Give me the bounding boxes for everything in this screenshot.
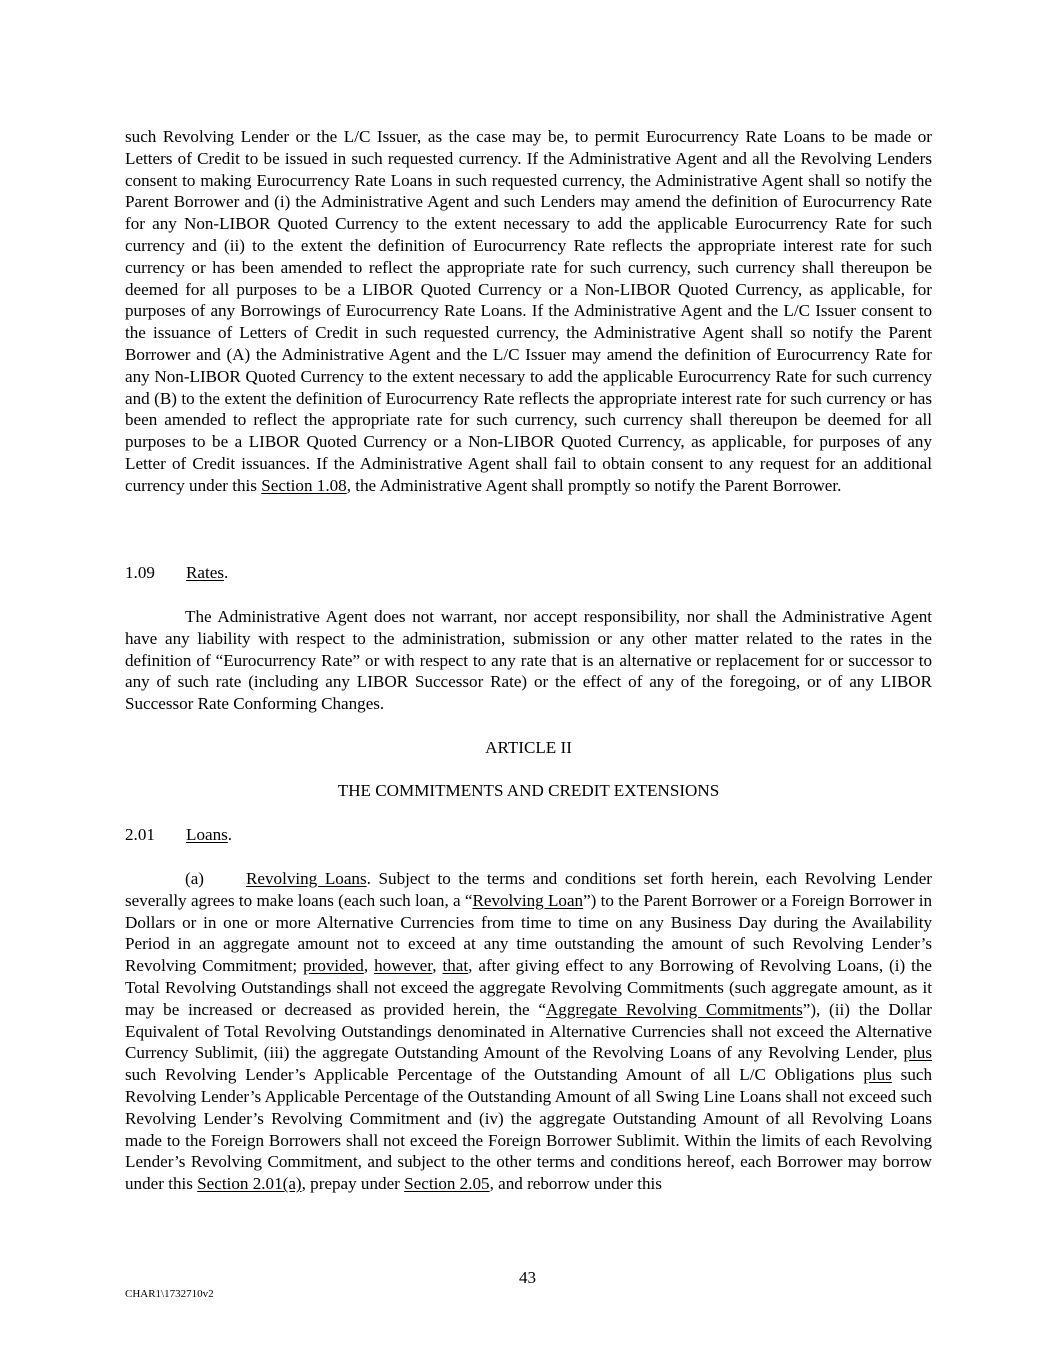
paragraph-rates: The Administrative Agent does not warrant, nor accept responsibility, nor shall the Administrative Agent have any liability with respect to the administration, submission or any other matter related to the rates in the definition of “Eurocurrency Rate” or with respect to any rate that is an alternative or replacement for or successor to any of such rate (including any LIBOR Successor Rate) or the effect of any of the foregoing, or of any LIBOR Successor Rate Conforming Changes. — [125, 607, 932, 714]
section-reference-1-08: Section 1.08 — [261, 475, 347, 495]
article-title: THE COMMITMENTS AND CREDIT EXTENSIONS — [337, 781, 720, 800]
page-number: 43 — [518, 1268, 537, 1287]
section-reference-2-05: Section 2.05 — [404, 1174, 490, 1194]
section-heading-1-09: 1.09 Rates. — [125, 563, 229, 582]
document-id: CHAR1\1732710v2 — [125, 1288, 214, 1300]
paragraph-revolving-loans: (a) Revolving Loans. Subject to the terms and conditions set forth herein, each Revolving Lender severally agrees to make loans (each such loan, a “Revolving Loan”) to the Parent Borrower or a Foreign Borrower in Dollars or in one or more Alternative Currencies from time to time on any Business Day during the Availability Period in an aggregate amount not to exceed at any time outstanding the amount of such Revolving Lender’s Revolving Commitment; provided, however, that, after giving effect to any Borrowing of Revolving Loans, (i) the Total Revolving Outstandings shall not exceed the aggregate Revolving Commitments (such aggregate amount, as it may be increased or decreased as provided herein, the “Aggregate Revolving Commitments”), (ii) the Dollar Equivalent of Total Revolving Outstandings denominated in Alternative Currencies shall not exceed the Alternative Currency Sublimit, (iii) the aggregate Outstanding Amount of the Revolving Loans of any Revolving Lender, plus such Revolving Lender’s Applicable Percentage of the Outstanding Amount of all L/C Obligations plus such Revolving Lender’s Applicable Percentage of the Outstanding Amount of all Swing Line Loans shall not exceed such Revolving Lender’s Revolving Commitment and (iv) the aggregate Outstanding Amount of all Revolving Loans made to the Foreign Borrowers shall not exceed the Foreign Borrower Sublimit. Within the limits of each Revolving Lender’s Revolving Commitment, and subject to the other terms and conditions hereof, each Borrower may borrow under this Section 2.01(a), prepay under Section 2.05, and reborrow under this — [125, 869, 933, 1194]
paragraph-currency-consent: such Revolving Lender or the L/C Issuer, as the case may be, to permit Eurocurrency Rate Loans to be made or Letters of Credit to be issued in such requested currency. If the Administrative Agent and all the Revolving Lenders consent to making Eurocurrency Rate Loans in such requested currency, the Administrative Agent shall so notify the Parent Borrower and (i) the Administrative Agent and such Lenders may amend the definition of Eurocurrency Rate for any Non-LIBOR Quoted Currency to the extent necessary to add the applicable Eurocurrency Rate for such currency and (ii) to the extent the definition of Eurocurrency Rate reflects the appropriate interest rate for such currency or has been amended to reflect the appropriate rate for such currency, such currency shall thereupon be deemed for all purposes to be a LIBOR Quoted Currency or a Non-LIBOR Quoted Currency, as applicable, for purposes of any Borrowings of Eurocurrency Rate Loans. If the Administrative Agent and the L/C Issuer consent to the issuance of Letters of Credit in such requested currency, the Administrative Agent shall so notify the Parent Borrower and (A) the Administrative Agent and the L/C Issuer may amend the definition of Eurocurrency Rate for any Non-LIBOR Quoted Currency to the extent necessary to add the applicable Eurocurrency Rate for such currency and (B) to the extent the definition of Eurocurrency Rate reflects the appropriate interest rate for such currency or has been amended to reflect the appropriate rate for such currency, such currency shall thereupon be deemed for all purposes to be a LIBOR Quoted Currency or a Non-LIBOR Quoted Currency, as applicable, for purposes of any Letter of Credit issuances. If the Administrative Agent shall fail to obtain consent to any request for an additional currency under this Section 1.08, the Administrative Agent shall promptly so notify the Parent Borrower. — [125, 127, 932, 495]
section-heading-2-01: 2.01 Loans. — [125, 825, 233, 844]
section-reference-2-01a: Section 2.01(a) — [197, 1174, 302, 1194]
article-number: ARTICLE II — [485, 738, 572, 757]
